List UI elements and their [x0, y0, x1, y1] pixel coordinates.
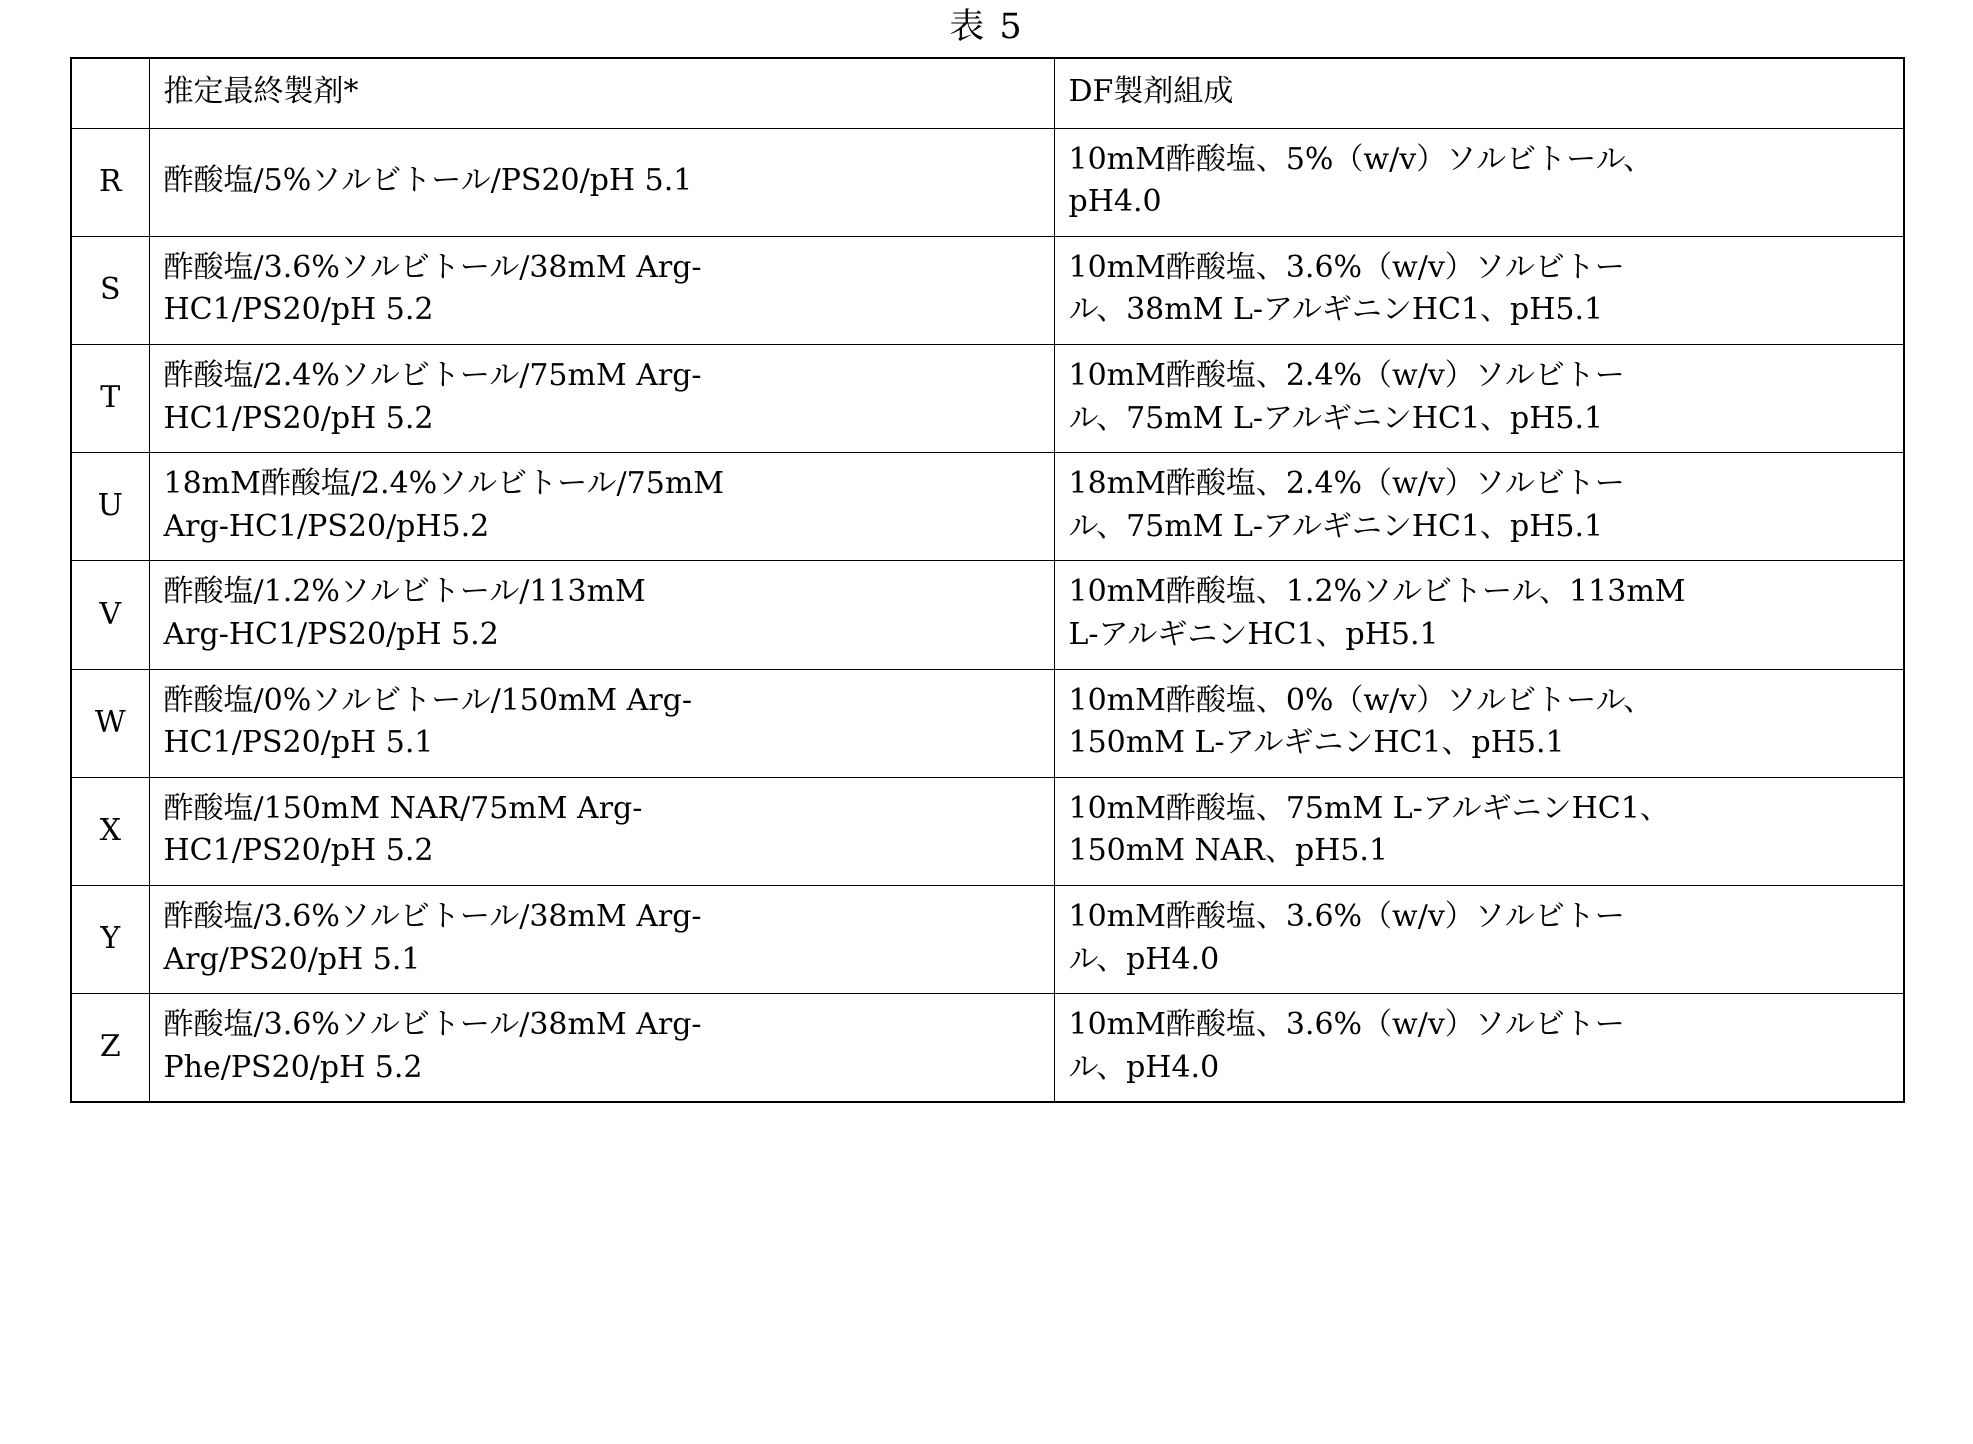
- cell-text: 10mM酢酸塩、3.6%（w/v）ソルビトー ル、pH4.0: [1068, 898, 1625, 977]
- table-row: [71, 777, 1904, 885]
- row-df-composition: [1054, 669, 1904, 777]
- cell-text: 酢酸塩/0%ソルビトール/150mM Arg- HC1/PS20/pH 5.1: [163, 682, 693, 761]
- cell-text: 10mM酢酸塩、0%（w/v）ソルビトール、 150mM L-アルギニンHC1、pH5.1: [1068, 682, 1654, 761]
- cell-text: 酢酸塩/1.2%ソルビトール/113mM Arg-HC1/PS20/pH 5.2: [163, 574, 646, 652]
- row-final-formulation: [149, 994, 1054, 1103]
- column-header-final-formulation: 推定最終製剤*: [149, 58, 1054, 128]
- table-row: [71, 885, 1904, 993]
- table-title: 表 5: [949, 7, 1024, 47]
- cell-text: 酢酸塩/2.4%ソルビトール/75mM Arg- HC1/PS20/pH 5.2: [163, 357, 702, 436]
- row-key: W: [71, 669, 149, 777]
- cell-text: 10mM酢酸塩、2.4%（w/v）ソルビトー ル、75mM L-アルギニンHC1、pH5.1: [1068, 357, 1625, 436]
- row-key: S: [71, 236, 149, 344]
- cell-text: 10mM酢酸塩、3.6%（w/v）ソルビトー ル、38mM L-アルギニンHC1、pH5.1: [1068, 249, 1625, 328]
- row-final-formulation: [149, 453, 1054, 561]
- row-df-composition: [1054, 885, 1904, 993]
- table-header: [71, 58, 1904, 128]
- cell-text: 18mM酢酸塩、2.4%（w/v）ソルビトー ル、75mM L-アルギニンHC1、pH5.1: [1068, 466, 1625, 544]
- table-row: [71, 236, 1904, 344]
- row-df-composition: [1054, 453, 1904, 561]
- table-header-row: [71, 58, 1904, 128]
- row-final-formulation: [149, 128, 1054, 236]
- cell-text: 酢酸塩/5%ソルビトール/PS20/pH 5.1: [163, 162, 693, 198]
- cell-text: 10mM酢酸塩、75mM L-アルギニンHC1、 150mM NAR、pH5.1: [1068, 790, 1670, 869]
- row-key: T: [71, 344, 149, 452]
- table-row: [71, 128, 1904, 236]
- row-df-composition: [1054, 236, 1904, 344]
- table-row: [71, 344, 1904, 452]
- row-df-composition: [1054, 344, 1904, 452]
- formulation-table: [70, 57, 1905, 1103]
- row-key: U: [71, 453, 149, 561]
- row-key: X: [71, 777, 149, 885]
- table-row: [71, 561, 1904, 669]
- cell-text: 10mM酢酸塩、5%（w/v）ソルビトール、 pH4.0: [1068, 141, 1654, 220]
- cell-text: 酢酸塩/3.6%ソルビトール/38mM Arg- HC1/PS20/pH 5.2: [163, 249, 702, 328]
- row-df-composition: [1054, 128, 1904, 236]
- cell-text: 酢酸塩/3.6%ソルビトール/38mM Arg- Phe/PS20/pH 5.2: [163, 1007, 702, 1085]
- cell-text: 10mM酢酸塩、1.2%ソルビトール、113mM L-アルギニンHC1、pH5.1: [1068, 574, 1686, 652]
- row-key: Y: [71, 885, 149, 993]
- row-final-formulation: [149, 885, 1054, 993]
- row-df-composition: [1054, 561, 1904, 669]
- row-final-formulation: [149, 561, 1054, 669]
- row-key: V: [71, 561, 149, 669]
- row-df-composition: [1054, 994, 1904, 1103]
- row-final-formulation: [149, 777, 1054, 885]
- cell-text: 10mM酢酸塩、3.6%（w/v）ソルビトー ル、pH4.0: [1068, 1007, 1625, 1085]
- row-final-formulation: [149, 236, 1054, 344]
- table-body: [71, 128, 1904, 1102]
- column-header-df-composition: DF製剤組成: [1054, 58, 1904, 128]
- row-key: R: [71, 128, 149, 236]
- cell-text: 18mM酢酸塩/2.4%ソルビトール/75mM Arg-HC1/PS20/pH5.2: [163, 466, 725, 544]
- column-header-key: [71, 58, 149, 128]
- row-df-composition: [1054, 777, 1904, 885]
- row-final-formulation: [149, 344, 1054, 452]
- cell-text: 酢酸塩/150mM NAR/75mM Arg- HC1/PS20/pH 5.2: [163, 790, 643, 869]
- cell-text: 酢酸塩/3.6%ソルビトール/38mM Arg- Arg/PS20/pH 5.1: [163, 898, 702, 977]
- table-row: [71, 669, 1904, 777]
- table-row: [71, 453, 1904, 561]
- table-row: [71, 994, 1904, 1103]
- row-key: Z: [71, 994, 149, 1103]
- row-final-formulation: [149, 669, 1054, 777]
